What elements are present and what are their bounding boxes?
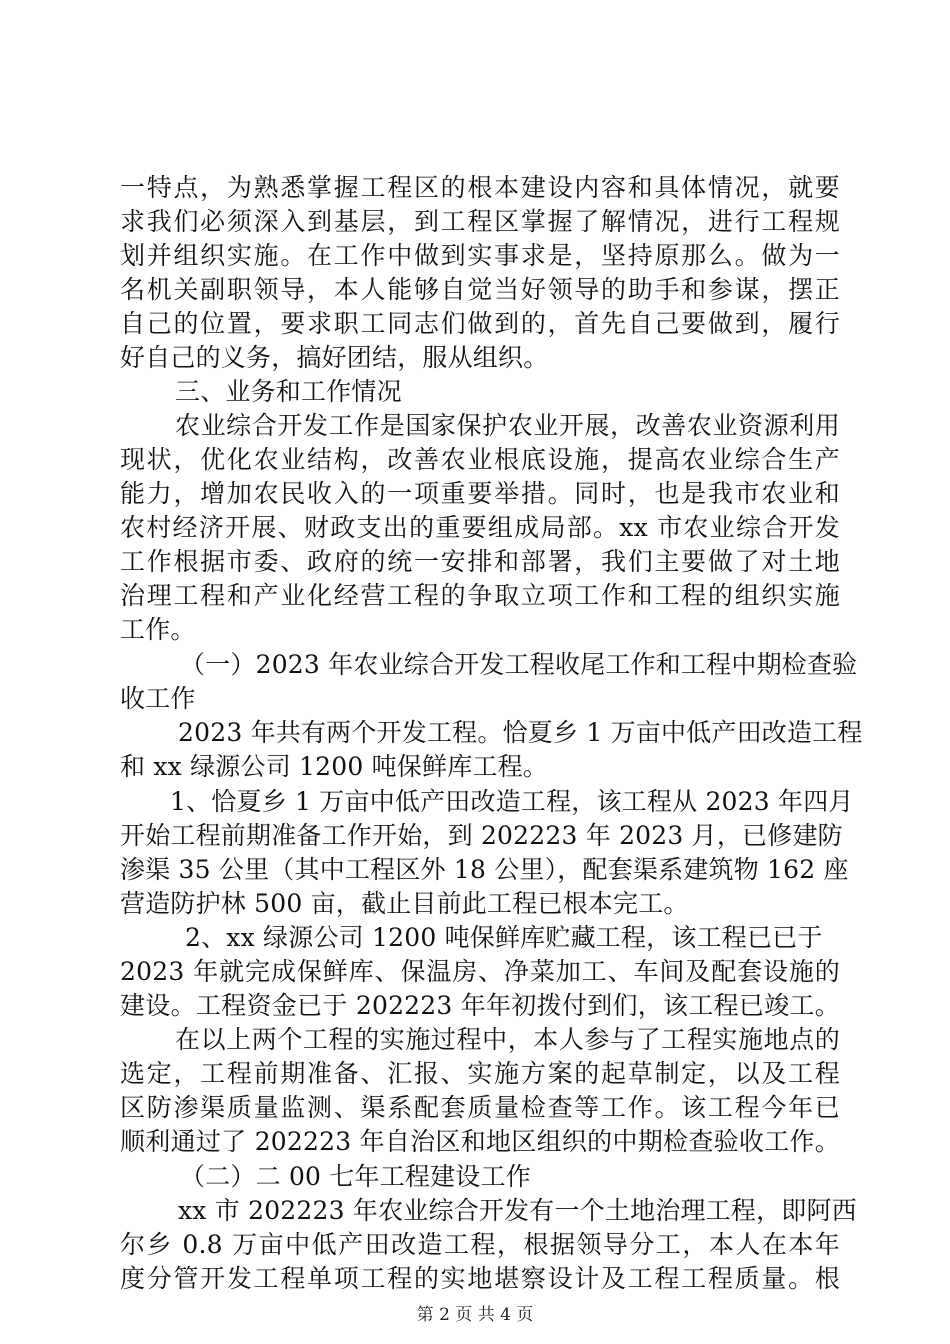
- subsection-heading: 收工作: [120, 684, 196, 713]
- text-line: xx 市 202223 年农业综合开发有一个土地治理工程，即阿西: [178, 1196, 857, 1225]
- text-line: 和 xx 绿源公司 1200 吨保鲜库工程。: [120, 752, 549, 781]
- text-line: 求我们必须深入到基层，到工程区掌握了解情况，进行工程规: [120, 207, 840, 236]
- subsection-heading: （一）2023 年农业综合开发工程收尾工作和工程中期检查验: [180, 650, 858, 679]
- text-line: 度分管开发工程单项工程的实地堪察设计及工程工程质量。根: [120, 1264, 840, 1293]
- text-line: 能力，增加农民收入的一项重要举措。同时，也是我市农业和: [120, 479, 840, 508]
- text-line: 渗渠 35 公里（其中工程区外 18 公里），配套渠系建筑物 162 座: [120, 855, 849, 884]
- text-line: 顺利通过了 202223 年自治区和地区组织的中期检查验收工作。: [120, 1127, 840, 1156]
- text-line: 自己的位置，要求职工同志们做到的，首先自己要做到，履行: [120, 309, 840, 338]
- text-line: 现状，优化农业结构，改善农业根底设施，提高农业综合生产: [120, 445, 840, 474]
- text-line: 1、恰夏乡 1 万亩中低产田改造工程，该工程从 2023 年四月: [170, 787, 854, 816]
- text-line: 尔乡 0.8 万亩中低产田改造工程，根据领导分工，本人在本年: [120, 1230, 840, 1259]
- text-line: 2023 年共有两个开发工程。恰夏乡 1 万亩中低产田改造工程: [178, 718, 863, 747]
- text-line: 2023 年就完成保鲜库、保温房、净菜加工、车间及配套设施的: [120, 957, 840, 986]
- text-line: 区防渗渠质量监测、渠系配套质量检查等工作。该工程今年已: [120, 1093, 840, 1122]
- text-line: 划并组织实施。在工作中做到实事求是，坚持原那么。做为一: [120, 241, 840, 270]
- text-line: 名机关副职领导，本人能够自觉当好领导的助手和参谋，摆正: [120, 275, 840, 304]
- text-line: 治理工程和产业化经营工程的争取立项工作和工程的组织实施: [120, 581, 840, 610]
- text-line: 建设。工程资金已于 202223 年年初拨付到们，该工程已竣工。: [120, 991, 840, 1020]
- text-line: 好自己的义务，搞好团结，服从组织。: [120, 343, 549, 372]
- text-line: 农村经济开展、财政支出的重要组成局部。xx 市农业综合开发: [120, 513, 840, 542]
- subsection-heading: （二）二 00 七年工程建设工作: [180, 1162, 531, 1191]
- text-line: 选定，工程前期准备、汇报、实施方案的起草制定，以及工程: [120, 1059, 840, 1088]
- text-line: 在以上两个工程的实施过程中，本人参与了工程实施地点的: [175, 1025, 840, 1054]
- text-line: 工作。: [120, 615, 196, 644]
- text-line: 开始工程前期准备工作开始，到 202223 年 2023 月，已修建防: [120, 821, 843, 850]
- section-heading: 三、业务和工作情况: [175, 377, 402, 406]
- text-line: 农业综合开发工作是国家保护农业开展，改善农业资源利用: [175, 411, 840, 440]
- text-line: 一特点，为熟悉掌握工程区的根本建设内容和具体情况，就要: [120, 173, 840, 202]
- text-line: 工作根据市委、政府的统一安排和部署，我们主要做了对土地: [120, 547, 840, 576]
- text-line: 2、xx 绿源公司 1200 吨保鲜库贮藏工程，该工程已已于: [185, 923, 823, 952]
- page-number-footer: 第 2 页 共 4 页: [416, 1305, 534, 1325]
- text-line: 营造防护林 500 亩，截止目前此工程已根本完工。: [120, 889, 689, 918]
